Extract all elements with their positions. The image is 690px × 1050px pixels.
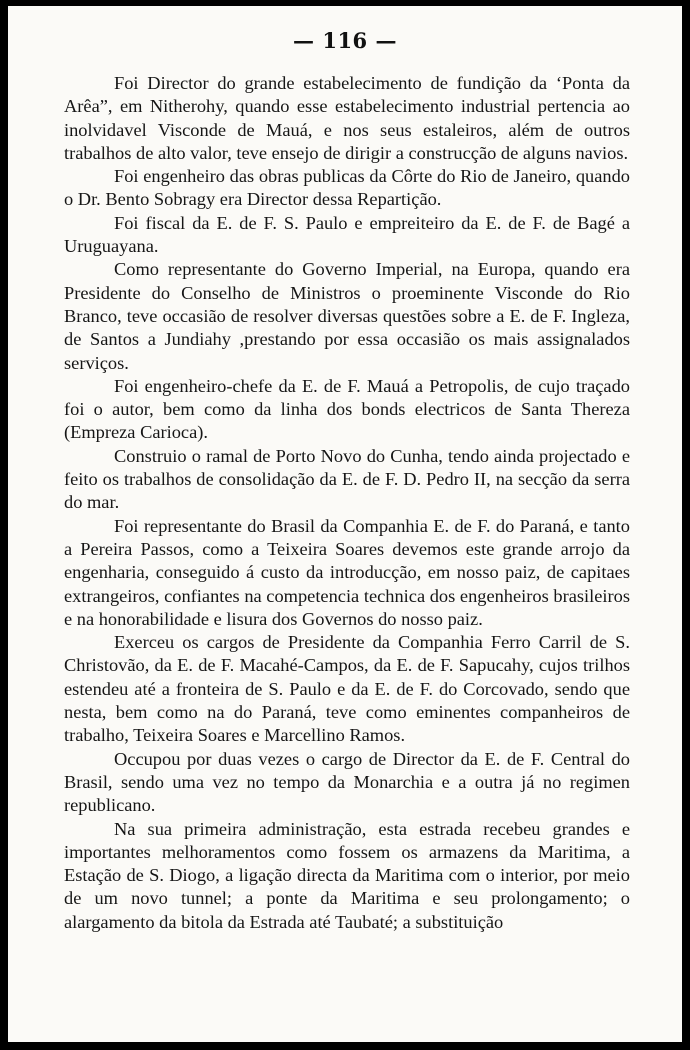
paragraph: Exerceu os cargos de Presidente da Companhia Ferro Carril de S. Christovão, da E. de F. Macahé-Campos, da E. de F. Sapucahy, cujos trilhos estendeu até a fronteira de S. Paulo e da E. de F. do Corcovado, sendo que nesta, bem como na do Paraná, teve como eminentes companheiros de trabalho, Teixeira Soares e Marcellino Ramos. <box>64 632 630 746</box>
paragraph: Foi Director do grande estabelecimento de fundição da ‘Ponta da Arêa”, em Nitherohy, quando esse estabelecimento industrial pertencia ao inolvidavel Visconde de Mauá, e nos seus estaleiros, além de outros trabalhos de alto valor, teve ensejo de dirigir a construcção de alguns navios. <box>64 73 630 163</box>
paragraph: Na sua primeira administração, esta estrada recebeu grandes e importantes melhoramentos como fossem os armazens da Maritima, a Estação de S. Diogo, a ligação directa da Maritima com o interior, por meio de um novo tunnel; a ponte da Maritima e seu prolongamento; o alargamento da bitola da Estrada até Taubaté; a substituição <box>64 818 630 932</box>
document-page <box>8 6 682 1042</box>
page-number: — 116 — <box>293 28 397 53</box>
paragraph: Construio o ramal de Porto Novo do Cunha, tendo ainda projectado e feito os trabalhos de consolidação da E. de F. D. Pedro II, na secção da serra do mar. <box>64 445 630 513</box>
paragraph: Foi representante do Brasil da Companhia E. de F. do Paraná, e tanto a Pereira Passos, como a Teixeira Soares devemos este grande arrojo da engenharia, conseguido á custo da introducção, em nosso paiz, de capitaes extrangeiros, confiantes na competencia technica dos engenheiros brasileiros e na honorabilidade e lisura dos Governos do nosso paiz. <box>64 515 630 629</box>
paragraph: Foi engenheiro-chefe da E. de F. Mauá a Petropolis, de cujo traçado foi o autor, bem como da linha dos bonds electricos de Santa Thereza (Empreza Carioca). <box>64 375 630 443</box>
paragraph: Occupou por duas vezes o cargo de Director da E. de F. Central do Brasil, sendo uma vez no tempo da Monarchia e a outra já no regimen republicano. <box>64 748 630 816</box>
body-text <box>64 72 630 934</box>
paragraph: Foi fiscal da E. de F. S. Paulo e empreiteiro da E. de F. de Bagé a Uruguayana. <box>64 212 630 257</box>
paragraph: Como representante do Governo Imperial, na Europa, quando era Presidente do Conselho de Ministros o proeminente Visconde do Rio Branco, teve occasião de resolver diversas questões sobre a E. de F. Ingleza, de Santos a Jundiahy ,prestando por essa occasião os mais assignalados serviços. <box>64 259 630 373</box>
paragraph: Foi engenheiro das obras publicas da Côrte do Rio de Janeiro, quando o Dr. Bento Sobragy era Director dessa Repartição. <box>64 166 630 210</box>
